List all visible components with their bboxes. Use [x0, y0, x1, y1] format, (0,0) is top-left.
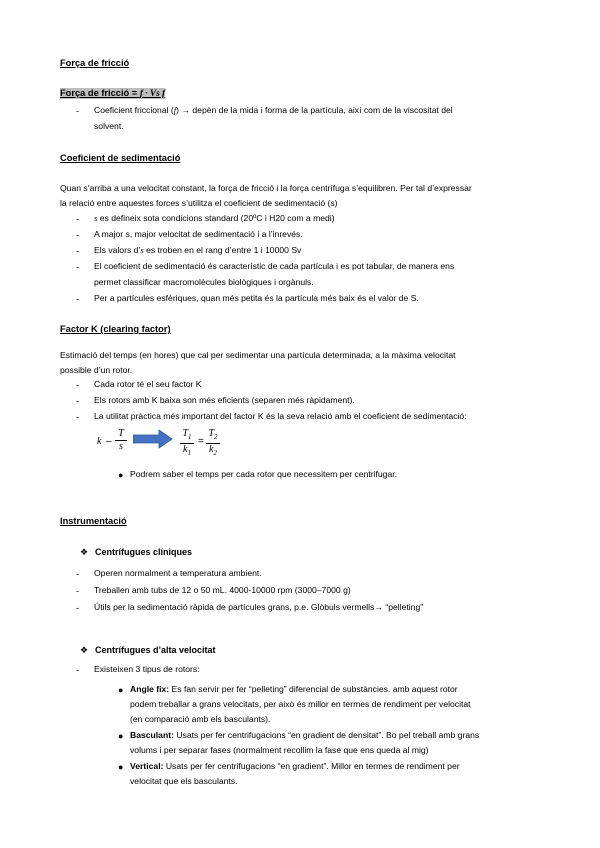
highspeed-bullet-1: Existeixen 3 tipus de rotors:	[94, 664, 200, 674]
rotor-vertical-line1	[130, 759, 460, 774]
clinical-bullet-3: Útils per la sedimentació ràpida de partícules grans, p.e. Glòbuls vermells→ “pelleting”	[94, 602, 424, 612]
kfactor-bullet-1: Cada rotor té el seu factor K	[94, 379, 202, 389]
bullet-dash: -	[76, 214, 79, 224]
rotor-fixed-angle-text: Es fan servir per fer “pelleting” diferencial de substàncies. amb aquest rotor	[169, 684, 458, 694]
bullet-dash: -	[76, 603, 79, 613]
eq-sub-1: 1	[187, 449, 191, 457]
bullet-dash: -	[76, 246, 79, 256]
eq-T2: T	[208, 428, 215, 439]
eq-sub-1: 1	[188, 433, 192, 441]
friction-bullet-1-text-b: ) → depèn de la mida i forma de la partícula, així com de la viscositat del	[176, 105, 453, 115]
rotor-fixed-angle-line3: (en comparació amb els basculants).	[130, 714, 271, 724]
eq-k1: k	[183, 444, 188, 455]
friction-bullet-1-line2: solvent.	[94, 121, 124, 131]
heading-friction: Força de fricció	[60, 58, 130, 68]
kfactor-dot-1: Podrem saber el temps per cada rotor que necessitem per centrifugar.	[130, 469, 398, 479]
rotor-swinging-label: Basculant:	[130, 730, 174, 740]
rotor-swinging-text: Usats per fer centrifugacions “en gradient de densitat”. Bo pel treball amb grans	[173, 730, 480, 740]
rotor-vertical-text: Usats per fer centrifugacions “en gradient”. Millor en termes de rendiment per	[163, 761, 460, 771]
rotor-vertical-line2: velocitat que els basculants.	[130, 776, 238, 786]
bullet-dash: -	[76, 665, 79, 675]
sedimentation-bullet-5: Per a partícules esfèriques, quan més petita és la partícula més baix és el valor de S.	[94, 293, 419, 303]
eq-k: k	[97, 436, 102, 447]
kfactor-bullet-3: La utilitat pràctica més important del factor K és la seva relació amb el coeficient de sedimentació:	[94, 411, 467, 421]
bullet-dot: ●	[118, 685, 124, 695]
sedimentation-bullet-1-text: es defineix sota condicions standard (20ºC i H20 com a medi)	[97, 213, 335, 223]
eq-dash: –	[106, 436, 112, 447]
friction-formula	[60, 88, 165, 99]
sedimentation-bullet-4-line2: permet classificar macromolècules biològiques i orgànuls.	[94, 277, 314, 287]
eq-sub-2: 2	[214, 433, 218, 441]
rotor-swinging-line2: volums i per separar fases (normalment recollim la fase que ens queda al mig)	[130, 745, 429, 755]
eq-s: s	[119, 441, 123, 452]
sedimentation-intro-line1: Quan s’arriba a una velocitat constant, la força de fricció i la força centrífuga s’equilibren. Per tal d’expressar	[60, 183, 472, 193]
friction-formula-math: f · Vs f	[139, 89, 166, 99]
sedimentation-bullet-4-line1: El coeficient de sedimentació és característic de cada partícula i es pot tabular, de manera ens	[94, 261, 455, 271]
eq-T: T	[118, 428, 124, 439]
bullet-dash: -	[76, 380, 79, 390]
sedimentation-bullet-3	[94, 243, 301, 258]
diamond-bullet-icon: ❖	[80, 645, 89, 655]
eq-k2: k	[209, 444, 214, 455]
eq-fraction-T-s	[115, 428, 127, 453]
friction-bullet-1-text-a: Coeficient friccional (	[94, 105, 174, 115]
sedimentation-bullet-2: A major s, major velocitat de sedimentació i a l’inrevés.	[94, 229, 303, 239]
eq-sub-2: 2	[213, 449, 217, 457]
friction-bullet-1-f: f	[173, 105, 177, 115]
bullet-dash: -	[76, 396, 79, 406]
rotor-swinging-line1	[130, 728, 479, 743]
bullet-dot: ●	[118, 731, 124, 741]
heading-sedimentation: Coeficient de sedimentació	[60, 153, 181, 163]
subheading-clinical: Centrífugues clíniques	[95, 547, 193, 557]
sedimentation-bullet-3-b: es troben en el rang d’entre 1 i 10000 Sv	[143, 245, 302, 255]
right-arrow-icon	[133, 429, 173, 449]
bullet-dash: -	[76, 106, 79, 116]
rotor-vertical-label: Vertical:	[130, 761, 164, 771]
clinical-bullet-1: Operen normalment a temperatura ambient.	[94, 568, 262, 578]
subheading-highspeed: Centrífugues d’alta velocitat	[95, 645, 216, 655]
kfactor-bullet-2: Els rotors amb K baixa son més eficients (separen més ràpidament).	[94, 395, 355, 405]
sedimentation-intro-line2: la relació entre aquestes forces s’utilitza el coeficient de sedimentació (s)	[60, 198, 338, 208]
bullet-dash: -	[76, 412, 79, 422]
bullet-dash: -	[76, 569, 79, 579]
eq-fraction-T2-k2	[206, 428, 220, 459]
kfactor-intro-line2: possible d’un rotor.	[60, 365, 133, 375]
rotor-fixed-angle-line2: podem treballar a grans velocitats, per això és millor en termes de rendiment per velocitat	[130, 699, 471, 709]
eq-T1: T	[182, 428, 189, 439]
heading-instrumentation: Instrumentació	[60, 516, 127, 526]
eq-fraction-T1-k1	[180, 428, 194, 459]
eq-equals: =	[198, 436, 204, 447]
diamond-bullet-icon: ❖	[80, 547, 89, 557]
sedimentation-bullet-1	[94, 211, 335, 226]
friction-formula-label: Força de fricció =	[60, 88, 140, 98]
friction-bullet-1	[94, 103, 453, 118]
kfactor-intro-line1: Estimació del temps (en hores) que cal per sedimentar una partícula determinada, a la màxima velocitat	[60, 350, 456, 360]
sedimentation-bullet-1-s: s	[94, 213, 98, 223]
bullet-dash: -	[76, 262, 79, 272]
bullet-dash: -	[76, 586, 79, 596]
bullet-dash: -	[76, 294, 79, 304]
rotor-fixed-angle-label: Angle fix:	[130, 684, 170, 694]
sedimentation-bullet-3-a: Els valors d’	[94, 245, 141, 255]
bullet-dot: ●	[118, 470, 124, 480]
clinical-bullet-2: Treballen amb tubs de 12 o 50 mL. 4000-10000 rpm (3000–7000 g)	[94, 585, 351, 595]
bullet-dot: ●	[118, 762, 124, 772]
heading-kfactor: Factor K (clearing factor)	[60, 324, 171, 334]
sedimentation-bullet-3-s: s	[140, 245, 144, 255]
rotor-fixed-angle-line1	[130, 682, 458, 697]
bullet-dash: -	[76, 230, 79, 240]
